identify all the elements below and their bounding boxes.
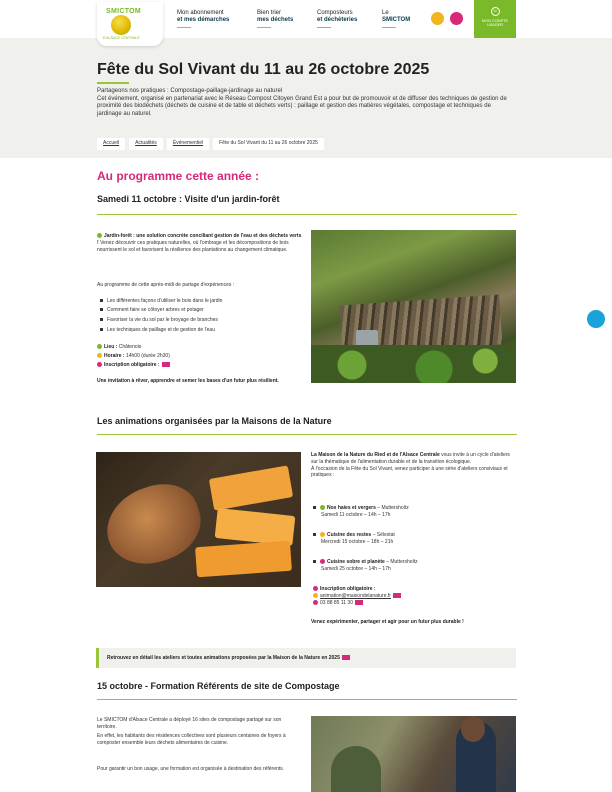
breadcrumb-current: Fête du Sol Vivant du 11 au 26 octobre 2025 <box>213 138 324 150</box>
nav-item-abonnement[interactable] <box>177 10 229 28</box>
visit-p1-text: Venez découvrir ces pratiques naturelles, où l'ombrage et les décompositions de bois nourrissent le sol et favorisent la résilience des plantations au changement climatique. <box>97 239 289 253</box>
event-place: Muttersholtz <box>381 505 409 511</box>
nav-item-smictom[interactable] <box>382 10 410 28</box>
event-date: Samedi 11 octobre – 14h – 17h <box>321 511 391 518</box>
accessibility-pink-icon[interactable] <box>450 12 463 25</box>
logo-tagline: D'ALSACE CENTRALE <box>103 36 140 40</box>
event-date: Mercredi 15 octobre – 18h – 21h <box>321 538 394 545</box>
callout-text-bold: Retrouvez en détail les ateliers et toutes animations proposées par la Maison de la Nature en 2025 <box>107 655 340 661</box>
phone-link-chip[interactable] <box>355 600 363 605</box>
breadcrumb-home[interactable]: Accueil <box>97 138 125 150</box>
page-title: Fête du Sol Vivant du 11 au 26 octobre 2025 <box>97 61 430 78</box>
section-divider <box>97 699 517 700</box>
maisons-intro-rest: vous invite à un cycle d'ateliers sur la thématique de l'alimentation durable et de la transition écologique. <box>311 452 510 465</box>
squash-photo <box>96 452 301 587</box>
user-icon: ☺ <box>492 8 498 14</box>
event-date: Samedi 25 octobre – 14h – 17h <box>321 565 391 572</box>
bullet-icon <box>100 318 103 321</box>
leaf-icon <box>97 233 102 238</box>
nav-line: Le <box>382 10 389 16</box>
foliage <box>311 345 516 383</box>
bullet-icon <box>100 308 103 311</box>
squash-slice <box>195 541 292 578</box>
contact-email-link[interactable]: animation@maisondelanature.fr <box>320 592 391 599</box>
visit-title: Samedi 11 octobre : Visite d'un jardin-forêt <box>97 194 280 204</box>
visit-closing-text: Une invitation à rêver, apprendre et semer les bases d'un futur plus résilient. <box>97 378 279 384</box>
account-button[interactable] <box>474 0 516 38</box>
breadcrumb-actualites[interactable]: Actualités <box>129 138 163 150</box>
formation-paragraph-1: Le SMICTOM d'Alsace Centrale a déployé 16 sites de compostage partagé sur son territoire. <box>97 717 282 730</box>
tree-icon <box>320 505 325 510</box>
bullet-text: Comment faire se côtoyer arbres et potager <box>107 307 204 313</box>
place-value: Châtenois <box>118 344 142 350</box>
cooking-icon <box>320 532 325 537</box>
formation-paragraph-2: En effet, les habitants des résidences collectives sont plusieurs centaines de foyers à composter ensemble leurs déchets alimentaires de cuisine. <box>97 733 286 746</box>
compost-photo <box>311 716 516 792</box>
maisons-closing-text: Venez expérimenter, partager et agir pour un futur plus durable ! <box>311 619 464 625</box>
event-place: Sélestat <box>376 532 395 538</box>
callout-link[interactable] <box>342 655 350 660</box>
clock-icon <box>97 353 102 358</box>
bullet-icon <box>100 328 103 331</box>
accessibility-yellow-icon[interactable] <box>431 12 444 25</box>
bullet-text: Les techniques de paillage et de gestion de l'eau <box>107 327 215 333</box>
site-header <box>0 0 612 40</box>
formation-title: 15 octobre - Formation Référents de site de Compostage <box>97 681 340 691</box>
bullet-text: Les différentes façons d'utiliser le bois dans le jardin <box>107 298 223 304</box>
maisons-closing <box>311 619 516 626</box>
floating-help-button[interactable] <box>587 310 605 328</box>
event-name: Nos haies et vergers <box>327 505 376 511</box>
maisons-intro <box>311 452 516 479</box>
visit-closing <box>97 378 302 385</box>
signup-link[interactable] <box>162 362 170 367</box>
intro-text <box>97 88 517 118</box>
callout-box <box>96 648 516 668</box>
signup-label: Inscription obligatoire : <box>104 362 160 368</box>
person-silhouette <box>331 746 381 792</box>
bullet-icon <box>313 506 316 509</box>
visit-bullet <box>100 327 215 334</box>
contact-phone[interactable]: 03 88 85 11 30 <box>320 599 353 606</box>
bullet-icon <box>100 299 103 302</box>
programme-heading: Au programme cette année : <box>97 169 260 183</box>
nav-item-composteurs[interactable] <box>317 10 357 28</box>
contact-link-chip[interactable] <box>393 593 401 598</box>
visit-paragraph-1 <box>97 233 302 253</box>
visit-bullet <box>100 307 204 314</box>
visit-bullet <box>100 298 222 305</box>
maisons-intro-p2: À l'occasion de la Fête du Sol Vivant, venez participer à une série d'ateliers conviviaux et pratiques : <box>311 465 508 479</box>
intro-line: Partageons nos pratiques : Compostage-paillage-jardinage au naturel <box>97 88 283 94</box>
event-item: Cuisine des restes – Sélestat Mercredi 15 octobre – 18h – 21h <box>313 532 395 546</box>
visit-bullet <box>100 317 218 324</box>
section-divider <box>97 434 517 435</box>
phone-icon <box>313 600 318 605</box>
section-divider <box>97 214 517 215</box>
nav-underline <box>317 27 331 28</box>
event-item: Cuisine sobre et planète – Muttersholtz Samedi 25 octobre – 14h – 17h <box>313 559 418 573</box>
bullet-icon <box>313 560 316 563</box>
site-logo[interactable] <box>97 2 163 46</box>
nav-underline <box>257 27 271 28</box>
logo-wordmark: SMICTOM <box>106 8 142 15</box>
garden-photo <box>311 230 516 383</box>
person-head <box>461 716 485 742</box>
maisons-signup <box>313 586 401 606</box>
maisons-intro-bold: La Maison de la Nature du Ried et de l'Alsace Centrale <box>311 452 440 458</box>
signup-label: Inscription obligatoire : <box>320 586 376 592</box>
signup-icon <box>97 362 102 367</box>
visit-time <box>97 353 170 360</box>
bullet-icon <box>313 533 316 536</box>
location-icon <box>97 344 102 349</box>
time-value: 14h00 (durée 2h30) <box>125 353 170 359</box>
whole-squash <box>97 474 211 575</box>
nav-line-bold: SMICTOM <box>382 17 411 23</box>
visit-paragraph-2: Au programme de cette après-midi de partage d'expériences : <box>97 282 235 288</box>
nav-line-bold: mes déchets <box>257 17 294 23</box>
nav-line: Composteurs <box>317 10 353 16</box>
title-underline <box>97 82 129 84</box>
logo-emblem-icon <box>111 15 131 35</box>
event-name: Cuisine sobre et planète <box>327 559 385 565</box>
formation-paragraph-3: Pour garantir un bon usage, une formation est organisée à destination des référents. <box>97 766 285 772</box>
bullet-text: Favoriser la vie du sol par le broyage de branches <box>107 317 218 323</box>
event-item: Nos haies et vergers – Muttersholtz Samedi 11 octobre – 14h – 17h <box>313 505 409 519</box>
email-icon <box>313 593 318 598</box>
account-label: MON COMPTE USAGER <box>481 19 509 27</box>
event-place: Muttersholtz <box>390 559 418 565</box>
intro-body: Cet événement, organisé en partenariat avec le Réseau Compost Citoyen Grand Est a pour but de promouvoir et de diffuser des techniques de gestion de proximité des biodéchets (déchets de cuisine et de table et déchets verts) : paillage et gestion des matières végétales, compostage et techniques de jardinage au naturel. <box>97 95 507 117</box>
breadcrumb <box>97 138 324 150</box>
nav-line-bold: et déchèteries <box>317 17 358 23</box>
place-label: Lieu : <box>104 344 118 350</box>
visit-place <box>97 344 141 351</box>
event-name: Cuisine des restes <box>327 532 372 538</box>
maisons-title: Les animations organisées par la Maisons de la Nature <box>97 416 332 426</box>
nav-line: Mon abonnement <box>177 10 224 16</box>
visit-p1-bold: Jardin-forêt : une solution concrète conciliant gestion de l'eau et des déchets verts ! <box>97 233 302 246</box>
signup-icon <box>313 586 318 591</box>
nav-underline <box>177 27 191 28</box>
squash-slice <box>209 465 293 510</box>
nav-underline <box>382 27 396 28</box>
nav-item-trier[interactable] <box>257 10 293 28</box>
visit-signup <box>97 362 170 369</box>
nav-line: Bien trier <box>257 10 282 16</box>
nav-line-bold: et mes démarches <box>177 17 230 23</box>
callout-text <box>107 655 517 662</box>
planet-icon <box>320 559 325 564</box>
breadcrumb-evenementiel[interactable]: Événementiel <box>167 138 209 150</box>
time-label: Horaire : <box>104 353 125 359</box>
